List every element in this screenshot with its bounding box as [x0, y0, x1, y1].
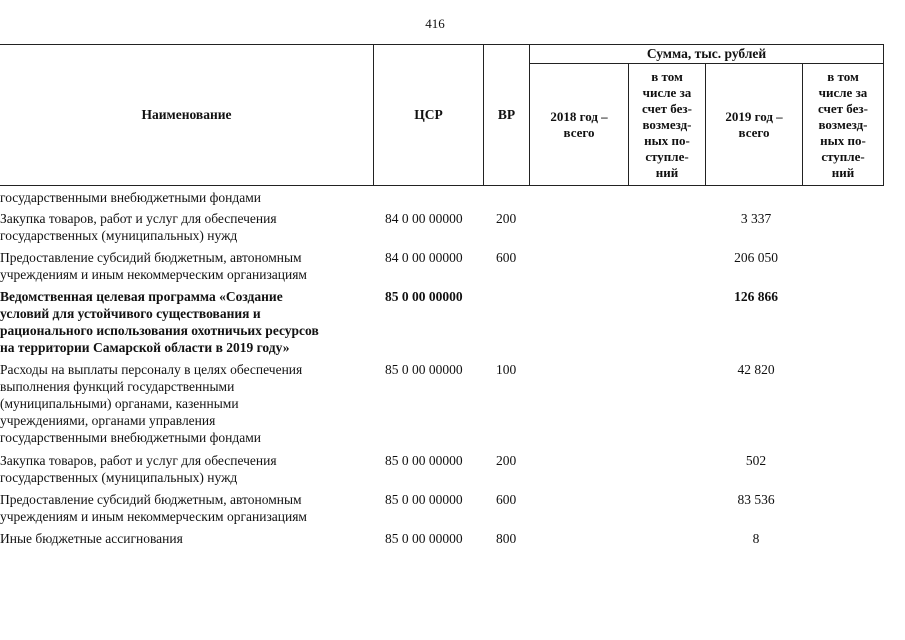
row-csr: 85 0 00 00000: [385, 453, 463, 468]
row-vr: 200: [496, 453, 517, 468]
row-name: Расходы на выплаты персоналу в целях обеспечения выполнения функций государственными (муниципальными) органами, казенными учреждениями, органами управления государственными внебюджетными фондами: [0, 362, 303, 445]
header-2019-total: 2019 год – всего: [725, 108, 783, 140]
row-sum-2019: 8: [752, 531, 760, 546]
row-name: Ведомственная целевая программа «Создание условий для устойчивого существования и рационального использования охотничьих ресурсов на территории Самарской области в 2019 году»: [0, 289, 319, 355]
row-vr: 200: [496, 211, 517, 226]
row-sum-2019: 206 050: [734, 250, 778, 265]
page-number: 416: [425, 16, 445, 31]
row-name: Иные бюджетные ассигнования: [0, 531, 183, 546]
header-sum-group: Сумма, тыс. рублей: [646, 45, 767, 61]
row-sum-2019: 83 536: [737, 492, 775, 507]
row-sum-2019: 126 866: [734, 289, 778, 304]
row-vr: 600: [496, 250, 517, 265]
row-csr: 84 0 00 00000: [385, 211, 463, 226]
header-csr: ЦСР: [414, 107, 443, 122]
row-sum-2019: 42 820: [737, 362, 775, 377]
row-name: Закупка товаров, работ и услуг для обеспечения государственных (муниципальных) нужд: [0, 211, 277, 243]
row-csr: 84 0 00 00000: [385, 250, 463, 265]
table-header: [0, 44, 884, 186]
row-csr: 85 0 00 00000: [385, 531, 463, 546]
row-vr: 100: [496, 362, 517, 377]
header-2018-total: 2018 год – всего: [550, 108, 608, 140]
header-2018-free: в том числе за счет без- возмезд- ных по- ступле- ний: [642, 68, 692, 180]
row-sum-2019: 3 337: [740, 211, 772, 226]
row-vr: 600: [496, 492, 517, 507]
row-csr: 85 0 00 00000: [385, 362, 463, 377]
col-divider: [883, 44, 884, 186]
header-2019-free: в том числе за счет без- возмезд- ных по- ступле- ний: [818, 68, 868, 180]
row-sum-2019: 502: [745, 453, 767, 468]
row-name: государственными внебюджетными фондами: [0, 190, 262, 205]
row-csr: 85 0 00 00000: [385, 289, 463, 304]
row-name: Предоставление субсидий бюджетным, автономным учреждениям и иным некоммерческим организациям: [0, 250, 307, 282]
row-vr: 800: [496, 531, 517, 546]
row-csr: 85 0 00 00000: [385, 492, 463, 507]
row-name: Закупка товаров, работ и услуг для обеспечения государственных (муниципальных) нужд: [0, 453, 277, 485]
header-vr: ВР: [497, 107, 516, 122]
header-name: Наименование: [141, 107, 232, 122]
row-name: Предоставление субсидий бюджетным, автономным учреждениям и иным некоммерческим организациям: [0, 492, 307, 524]
